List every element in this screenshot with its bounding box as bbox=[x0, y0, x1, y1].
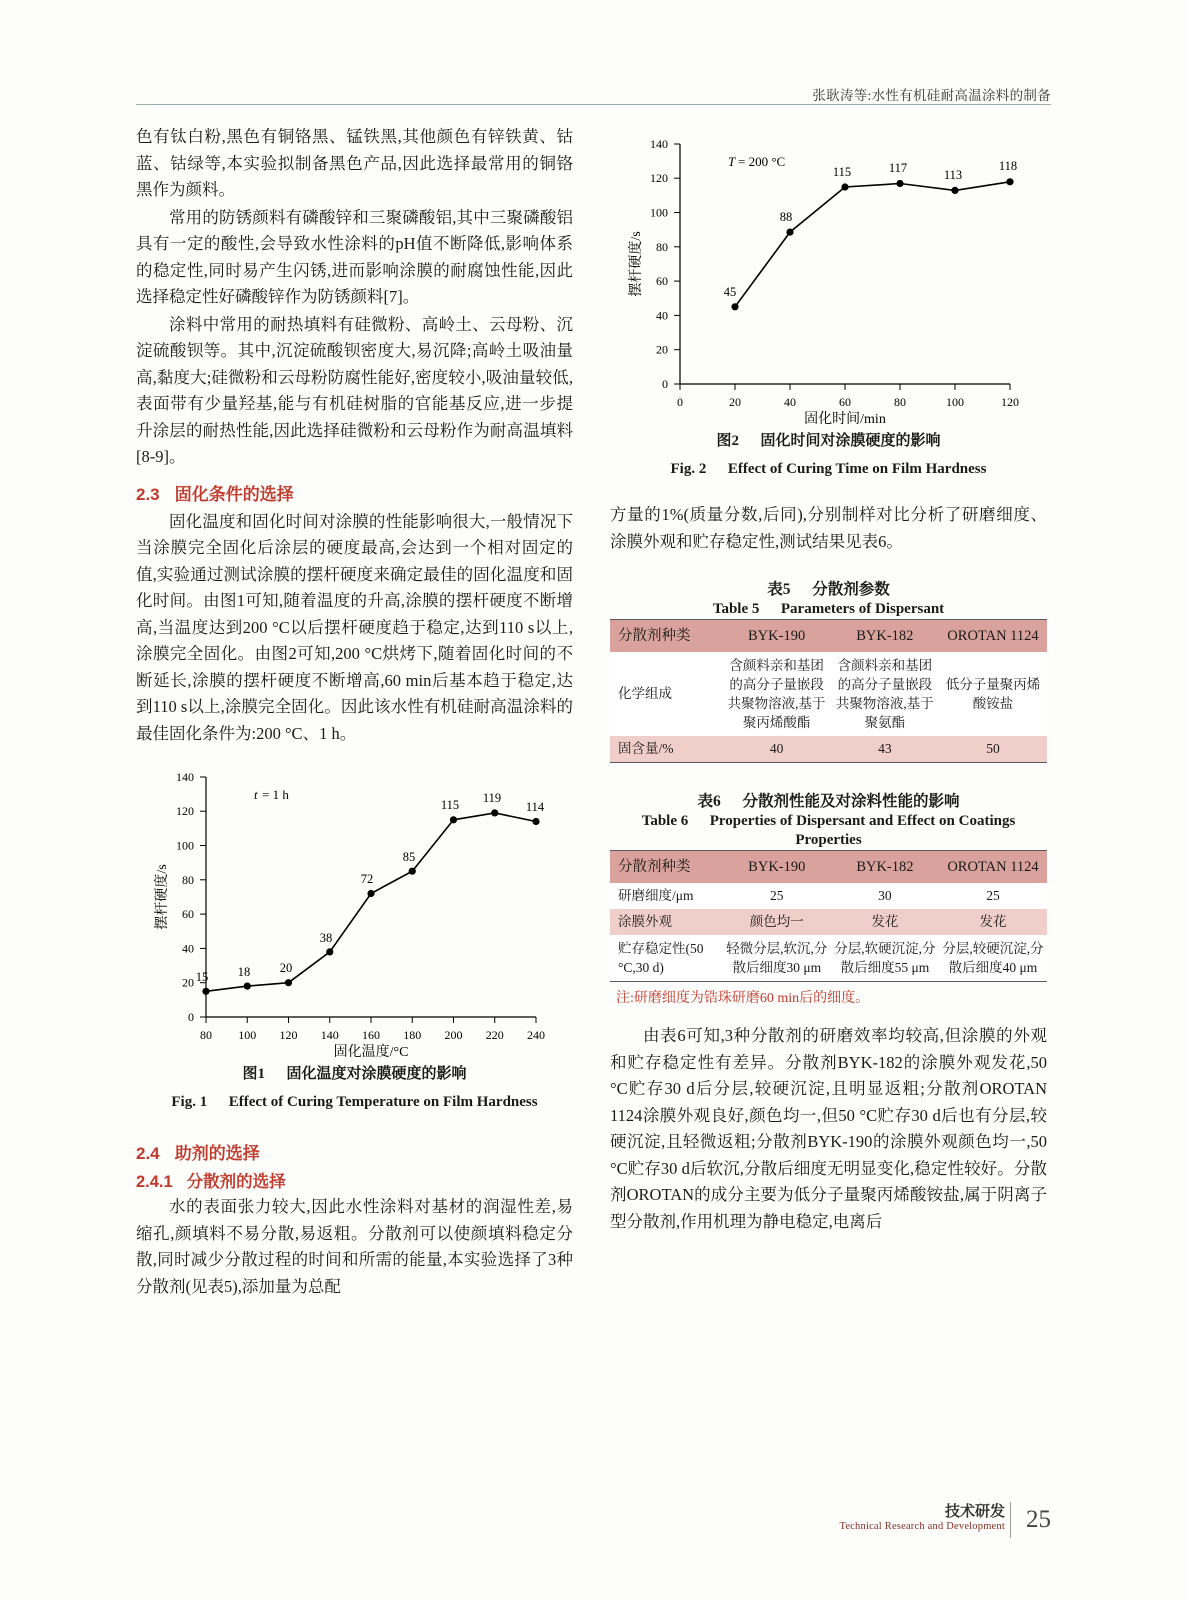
table-6-cell: 25 bbox=[939, 883, 1047, 909]
table-6-text-en: Properties of Dispersant and Effect on Coatings bbox=[709, 813, 1016, 829]
svg-text:20: 20 bbox=[729, 395, 741, 409]
paragraph: 常用的防锈颜料有磷酸锌和三聚磷酸铝,其中三聚磷酸铝具有一定的酸性,会导致水性涂料的pH值不断降低,影响体系的稳定性,同时易产生闪锈,进而影响涂膜的耐腐蚀性能,因此选择稳定性好磷酸锌作为防锈颜料[7]。 bbox=[136, 207, 573, 306]
table-6-note: 注:研磨细度为锆珠研磨60 min后的细度。 bbox=[616, 991, 870, 1006]
section-number: 2.4.1 bbox=[136, 1173, 173, 1191]
table-5-text-cn: 分散剂参数 bbox=[812, 581, 890, 598]
right-column bbox=[610, 124, 1047, 1236]
svg-text:200: 200 bbox=[444, 1028, 463, 1042]
svg-text:T: T bbox=[728, 154, 736, 169]
section-number: 2.4 bbox=[136, 1144, 160, 1163]
table-5-header-cell: BYK-190 bbox=[723, 620, 831, 652]
paragraph: 方量的1%(质量分数,后同),分别制样对比分析了研磨细度、涂膜外观和贮存稳定性,测试结果见表6。 bbox=[610, 505, 1047, 551]
table-5-cell: 低分子量聚丙烯酸铵盐 bbox=[939, 652, 1047, 736]
table-6-label-cn: 表6 bbox=[697, 793, 721, 810]
table-5-cell: 化学组成 bbox=[610, 652, 723, 736]
svg-text:= 1 h: = 1 h bbox=[262, 787, 289, 802]
svg-text:80: 80 bbox=[200, 1028, 212, 1042]
table-6-grid bbox=[610, 851, 1047, 981]
svg-text:160: 160 bbox=[362, 1028, 380, 1042]
svg-text:固化时间/min: 固化时间/min bbox=[804, 412, 886, 424]
table-row bbox=[610, 883, 1047, 909]
figure-2-text-en: Effect of Curing Time on Film Hardness bbox=[727, 461, 987, 477]
table-6-title-en-2: Properties bbox=[795, 832, 862, 848]
section-heading-2-4-1 bbox=[136, 1168, 573, 1192]
footer-section-en: Technical Research and Development bbox=[839, 1521, 1005, 1532]
figure-2 bbox=[610, 124, 1047, 480]
svg-text:100: 100 bbox=[946, 395, 964, 409]
table-6-header-cell: BYK-182 bbox=[831, 851, 939, 883]
table-6 bbox=[610, 789, 1047, 1007]
table-5-header-cell: OROTAN 1124 bbox=[939, 620, 1047, 652]
table-6-cell: 发花 bbox=[831, 909, 939, 935]
svg-text:= 200 °C: = 200 °C bbox=[738, 154, 786, 169]
table-6-cell: 涂膜外观 bbox=[610, 909, 723, 935]
table-5-cell: 固含量/% bbox=[610, 736, 723, 762]
svg-text:40: 40 bbox=[656, 308, 668, 323]
table-5-header-cell: 分散剂种类 bbox=[610, 620, 723, 652]
svg-text:113: 113 bbox=[943, 168, 963, 182]
table-6-cell: 贮存稳定性(50 °C,30 d) bbox=[610, 935, 723, 981]
table-5 bbox=[610, 577, 1047, 763]
running-header: 张耿涛等:水性有机硅耐高温涂料的制备 bbox=[812, 88, 1051, 103]
table-row bbox=[610, 736, 1047, 762]
svg-text:115: 115 bbox=[440, 798, 460, 812]
table-5-cell: 40 bbox=[723, 736, 831, 762]
table-row bbox=[610, 652, 1047, 736]
svg-text:120: 120 bbox=[176, 804, 194, 819]
svg-text:15: 15 bbox=[195, 970, 209, 984]
svg-text:115: 115 bbox=[832, 165, 852, 179]
header-divider bbox=[136, 104, 1051, 105]
figure-2-label-cn: 图2 bbox=[716, 433, 739, 449]
paragraph: 色有钛白粉,黑色有铜铬黑、锰铁黑,其他颜色有锌铁黄、钴蓝、钴绿等,本实验拟制备黑色产品,因此选择最常用的铜铬黑作为颜料。 bbox=[136, 127, 573, 199]
table-6-cell: 发花 bbox=[939, 909, 1047, 935]
table-6-header-cell: OROTAN 1124 bbox=[939, 851, 1047, 883]
table-5-cell: 含颜料亲和基团的高分子量嵌段共聚物溶液,基于聚氨酯 bbox=[831, 652, 939, 736]
table-header-row bbox=[610, 620, 1047, 652]
left-column bbox=[136, 124, 573, 1301]
svg-text:220: 220 bbox=[485, 1028, 504, 1042]
figure-2-caption-cn bbox=[610, 430, 1047, 452]
svg-text:119: 119 bbox=[482, 791, 502, 805]
svg-text:摆杆硬度/s: 摆杆硬度/s bbox=[629, 231, 644, 297]
table-5-label-cn: 表5 bbox=[767, 581, 791, 598]
table-5-label-en: Table 5 bbox=[712, 601, 760, 617]
figure-1-text-cn: 固化温度对涂膜硬度的影响 bbox=[286, 1066, 467, 1082]
table-6-title-en bbox=[610, 813, 1047, 830]
table-5-header-cell: BYK-182 bbox=[831, 620, 939, 652]
svg-text:20: 20 bbox=[279, 961, 293, 975]
svg-text:240: 240 bbox=[527, 1028, 545, 1042]
svg-text:0: 0 bbox=[677, 395, 683, 409]
svg-text:120: 120 bbox=[1001, 395, 1019, 409]
figure-2-text-cn: 固化时间对涂膜硬度的影响 bbox=[760, 433, 941, 449]
svg-text:18: 18 bbox=[237, 965, 251, 979]
figure-1-caption-cn bbox=[136, 1063, 573, 1085]
figure-1-label-en: Fig. 1 bbox=[171, 1094, 208, 1110]
section-number: 2.3 bbox=[136, 484, 160, 504]
table-6-cell: 研磨细度/μm bbox=[610, 883, 723, 909]
svg-text:摆杆硬度/s: 摆杆硬度/s bbox=[155, 864, 170, 930]
svg-text:80: 80 bbox=[182, 872, 194, 887]
svg-text:72: 72 bbox=[360, 872, 374, 886]
table-5-title-en bbox=[610, 601, 1047, 618]
table-row bbox=[610, 909, 1047, 935]
section-title: 助剂的选择 bbox=[174, 1144, 260, 1163]
figure-1-label-cn: 图1 bbox=[242, 1066, 265, 1082]
table-header-row bbox=[610, 851, 1047, 883]
table-6-cell: 颜色均一 bbox=[723, 909, 831, 935]
svg-text:140: 140 bbox=[650, 137, 668, 151]
table-6-cell: 25 bbox=[723, 883, 831, 909]
table-6-header-cell: 分散剂种类 bbox=[610, 851, 723, 883]
figure-2-chart bbox=[610, 124, 1040, 424]
svg-text:120: 120 bbox=[650, 171, 668, 186]
svg-text:60: 60 bbox=[656, 274, 668, 289]
figure-1-svg bbox=[136, 757, 566, 1057]
table-5-cell: 含颜料亲和基团的高分子量嵌段共聚物溶液,基于聚丙烯酸酯 bbox=[723, 652, 831, 736]
footer-divider bbox=[1010, 1502, 1011, 1538]
section-title: 分散剂的选择 bbox=[186, 1173, 286, 1191]
table-6-label-en: Table 6 bbox=[641, 813, 689, 829]
svg-text:80: 80 bbox=[894, 395, 906, 409]
section-heading-2-3 bbox=[136, 480, 573, 505]
figure-1 bbox=[136, 757, 573, 1113]
figure-2-svg bbox=[610, 124, 1040, 424]
svg-text:114: 114 bbox=[525, 800, 545, 814]
svg-text:180: 180 bbox=[403, 1028, 422, 1042]
svg-text:100: 100 bbox=[176, 838, 194, 853]
table-6-title-cn bbox=[610, 789, 1047, 811]
svg-text:60: 60 bbox=[182, 907, 194, 922]
svg-text:38: 38 bbox=[319, 931, 333, 945]
svg-text:100: 100 bbox=[238, 1028, 257, 1042]
svg-text:120: 120 bbox=[279, 1028, 298, 1042]
page-number: 25 bbox=[1026, 1506, 1051, 1533]
svg-text:40: 40 bbox=[182, 941, 194, 956]
footer-section-cn: 技术研发 bbox=[944, 1503, 1005, 1520]
svg-text:80: 80 bbox=[656, 239, 668, 254]
svg-text:60: 60 bbox=[839, 395, 851, 409]
figure-1-caption-en bbox=[136, 1091, 573, 1113]
table-6-cell: 轻微分层,软沉,分散后细度30 μm bbox=[723, 935, 831, 981]
svg-text:88: 88 bbox=[779, 210, 793, 224]
section-heading-2-4 bbox=[136, 1139, 573, 1164]
table-5-title-cn bbox=[610, 577, 1047, 599]
section-title: 固化条件的选择 bbox=[174, 484, 294, 504]
svg-text:0: 0 bbox=[662, 377, 668, 391]
svg-text:118: 118 bbox=[998, 159, 1018, 173]
table-5-grid bbox=[610, 620, 1047, 762]
svg-text:固化温度/°C: 固化温度/°C bbox=[333, 1045, 409, 1057]
table-6-cell: 分层,软硬沉淀,分散后细度55 μm bbox=[831, 935, 939, 981]
table-6-text-cn: 分散剂性能及对涂料性能的影响 bbox=[742, 793, 960, 810]
figure-2-caption-en bbox=[610, 458, 1047, 480]
svg-text:140: 140 bbox=[176, 770, 194, 784]
table-6-header-cell: BYK-190 bbox=[723, 851, 831, 883]
page-footer bbox=[839, 1500, 1051, 1534]
svg-text:20: 20 bbox=[656, 342, 668, 357]
table-row bbox=[610, 935, 1047, 981]
table-6-cell: 分层,较硬沉淀,分散后细度40 μm bbox=[939, 935, 1047, 981]
table-5-cell: 50 bbox=[939, 736, 1047, 762]
figure-1-chart bbox=[136, 757, 566, 1057]
svg-text:100: 100 bbox=[650, 205, 668, 220]
paragraph: 固化温度和固化时间对涂膜的性能影响很大,一般情况下当涂膜完全固化后涂层的硬度最高,会达到一个相对固定的值,实验通过测试涂膜的摆杆硬度来确定最佳的固化温度和固化时间。由图1可知,随着温度的升高,涂膜的摆杆硬度不断增高,当温度达到200 °C以后摆杆硬度趋于稳定,达到110 s以上,涂膜完全固化。由图2可知,200 °C烘烤下,随着固化时间的不断延长,涂膜的摆杆硬度不断增高,60 min后基本趋于稳定,达到110 s以上,涂膜完全固化。因此该水性有机硅耐高温涂料的最佳固化条件为:200 °C、1 h。 bbox=[136, 511, 573, 743]
figure-1-text-en: Effect of Curing Temperature on Film Hardness bbox=[228, 1094, 538, 1110]
paragraph: 涂料中常用的耐热填料有硅微粉、高岭土、云母粉、沉淀硫酸钡等。其中,沉淀硫酸钡密度大,易沉降;高岭土吸油量高,黏度大;硅微粉和云母粉防腐性能好,密度较小,吸油量较低,表面带有少量羟基,能与有机硅树脂的官能基反应,进一步提升涂层的耐热性能,因此选择硅微粉和云母粉作为耐高温填料[8-9]。 bbox=[136, 314, 573, 466]
paragraph: 由表6可知,3种分散剂的研磨效率均较高,但涂膜的外观和贮存稳定性有差异。分散剂BYK-182的涂膜外观发花,50 °C贮存30 d后分层,较硬沉淀,且明显返粗;分散剂OROTAN 1124涂膜外观良好,颜色均一,但50 °C贮存30 d后也有分层,较硬沉淀,且轻微返粗;分散剂BYK-190的涂膜外观颜色均一,50 °C贮存30 d后软沉,分散后细度无明显变化,稳定性较好。分散剂OROTAN的成分主要为低分子量聚丙烯酸铵盐,属于阴离子型分散剂,作用机理为静电稳定,电离后 bbox=[610, 1026, 1047, 1231]
figure-2-label-en: Fig. 2 bbox=[670, 461, 707, 477]
svg-text:45: 45 bbox=[723, 285, 737, 299]
table-6-cell: 30 bbox=[831, 883, 939, 909]
svg-text:t: t bbox=[254, 787, 258, 802]
table-5-text-en: Parameters of Dispersant bbox=[780, 601, 945, 617]
paragraph: 水的表面张力较大,因此水性涂料对基材的润湿性差,易缩孔,颜填料不易分散,易返粗。分散剂可以使颜填料稳定分散,同时减少分散过程的时间和所需的能量,本实验选择了3种分散剂(见表5),添加量为总配 bbox=[136, 1197, 573, 1296]
svg-text:85: 85 bbox=[402, 850, 416, 864]
svg-text:140: 140 bbox=[320, 1028, 339, 1042]
svg-text:20: 20 bbox=[182, 975, 194, 990]
svg-text:40: 40 bbox=[784, 395, 796, 409]
svg-text:0: 0 bbox=[188, 1010, 194, 1024]
svg-text:117: 117 bbox=[888, 161, 908, 175]
table-5-cell: 43 bbox=[831, 736, 939, 762]
